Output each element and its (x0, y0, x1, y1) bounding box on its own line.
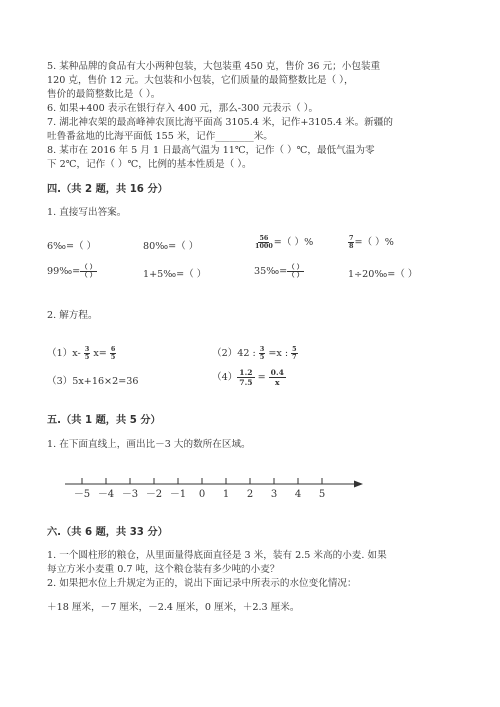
calc-b4: 1÷20‰=（ ） (348, 269, 418, 280)
number-line-label: 1 (222, 489, 230, 500)
number-line-label: 0 (198, 489, 206, 500)
question-5-line-2: 120 克，售价 12 元。大包装和小包装，它们质量的最简整数比是（ ）， (47, 75, 354, 86)
question-8-line-2: 下 2℃，记作（ ）℃，比例的基本性质是（ ）。 (47, 159, 252, 170)
question-8-line-1: 8. 某市在 2016 年 5 月 1 日最高气温为 11℃，记作（ ）℃，最低气温为零 (47, 145, 375, 156)
equation-3: （3）5x+16×2=36 (47, 376, 139, 387)
fraction: $\frac{( )}{( )}$ (81, 263, 97, 279)
fraction: $\frac{6}{5}$ (110, 345, 116, 361)
calc-b2: 1+5‰=（ ） (143, 269, 207, 280)
number-line-label: －1 (169, 489, 187, 500)
fraction: $\frac{3}{5}$ (84, 345, 90, 361)
fraction: $\frac{5}{7}$ (292, 345, 297, 361)
fraction: $\frac{0.4}{x}$ (270, 368, 284, 387)
section-4-question-2: 2. 解方程。 (47, 310, 98, 321)
fraction: $\frac{1.2}{7.5}$ (239, 368, 253, 387)
calc-a3: $\frac{56}{1000}$ =（ ）% (255, 234, 314, 250)
section-6-heading: 六.（共 6 题，共 33 分） (47, 527, 168, 538)
section-6-question-2: 2. 如果把水位上升规定为正的，说出下面记录中所表示的水位变化情况： (47, 578, 357, 589)
fraction: $\frac{( )}{( )}$ (288, 263, 304, 279)
arrow-head-icon (354, 481, 363, 488)
question-7-line-1: 7. 湖北神农架的最高峰神农顶比海平面高 3105.4 米，记作+3105.4 米。新疆的 (47, 117, 393, 128)
question-5-line-1: 5. 某种品牌的食品有大小两种包装，大包装重 450 克，售价 36 元；小包装重 (47, 61, 381, 72)
equation-2: （2）42 : $\frac{3}{5}$ =x : $\frac{5}{7}$ (212, 345, 297, 361)
calc-a4: $\frac{7}{8}$ =（ ）% (349, 234, 394, 250)
number-line (60, 472, 380, 512)
number-line-label: －5 (73, 489, 91, 500)
number-line-label: 3 (270, 489, 278, 500)
number-line-label: 5 (318, 489, 326, 500)
equation-4: （4） $\frac{1.2}{7.5}$ = $\frac{0.4}{x}$ (212, 368, 284, 387)
section-5-heading: 五.（共 1 题，共 5 分） (47, 415, 161, 426)
water-level-record: ＋18 厘米，－7 厘米，－2.4 厘米，0 厘米，＋2.3 厘米。 (47, 602, 300, 613)
section-6-question-1-line-2: 每立方米小麦重 0.7 吨，这个粮仓装有多少吨的小麦？ (47, 564, 280, 575)
section-6-question-1-line-1: 1. 一个圆柱形的粮仓，从里面量得底面直径是 3 米，装有 2.5 米高的小麦. 如果 (47, 550, 387, 561)
calc-a1: 6‰=（ ） (47, 241, 97, 252)
calc-b3: 35‰= $\frac{( )}{( )}$ (254, 263, 304, 279)
equation-1: （1）x- $\frac{3}{5}$ x= $\frac{6}{5}$ (47, 345, 116, 361)
question-7-line-2: 吐鲁番盆地的比海平面低 155 米，记作________米。 (47, 131, 273, 142)
number-line-label: －4 (97, 489, 115, 500)
fraction: $\frac{56}{1000}$ (255, 234, 273, 250)
fraction: $\frac{7}{8}$ (349, 234, 354, 250)
fraction: $\frac{3}{5}$ (259, 345, 265, 361)
section-4-question-1: 1. 直接写出答案。 (47, 207, 127, 218)
section-5-question-1: 1. 在下面直线上，画出比－3 大的数所在区域。 (47, 439, 251, 450)
number-line-label: 2 (246, 489, 254, 500)
number-line-label: 4 (294, 489, 302, 500)
question-6: 6. 如果+400 表示在银行存入 400 元，那么-300 元表示（ ）。 (47, 103, 319, 114)
number-line-label: －3 (121, 489, 139, 500)
number-line-label: －2 (145, 489, 163, 500)
section-4-heading: 四.（共 2 题，共 16 分） (47, 184, 168, 195)
question-5-line-3: 售价的最简整数比是（ ）。 (47, 89, 161, 100)
calc-b1: 99‰= $\frac{( )}{( )}$ (47, 263, 97, 279)
calc-a2: 80‰=（ ） (143, 241, 199, 252)
